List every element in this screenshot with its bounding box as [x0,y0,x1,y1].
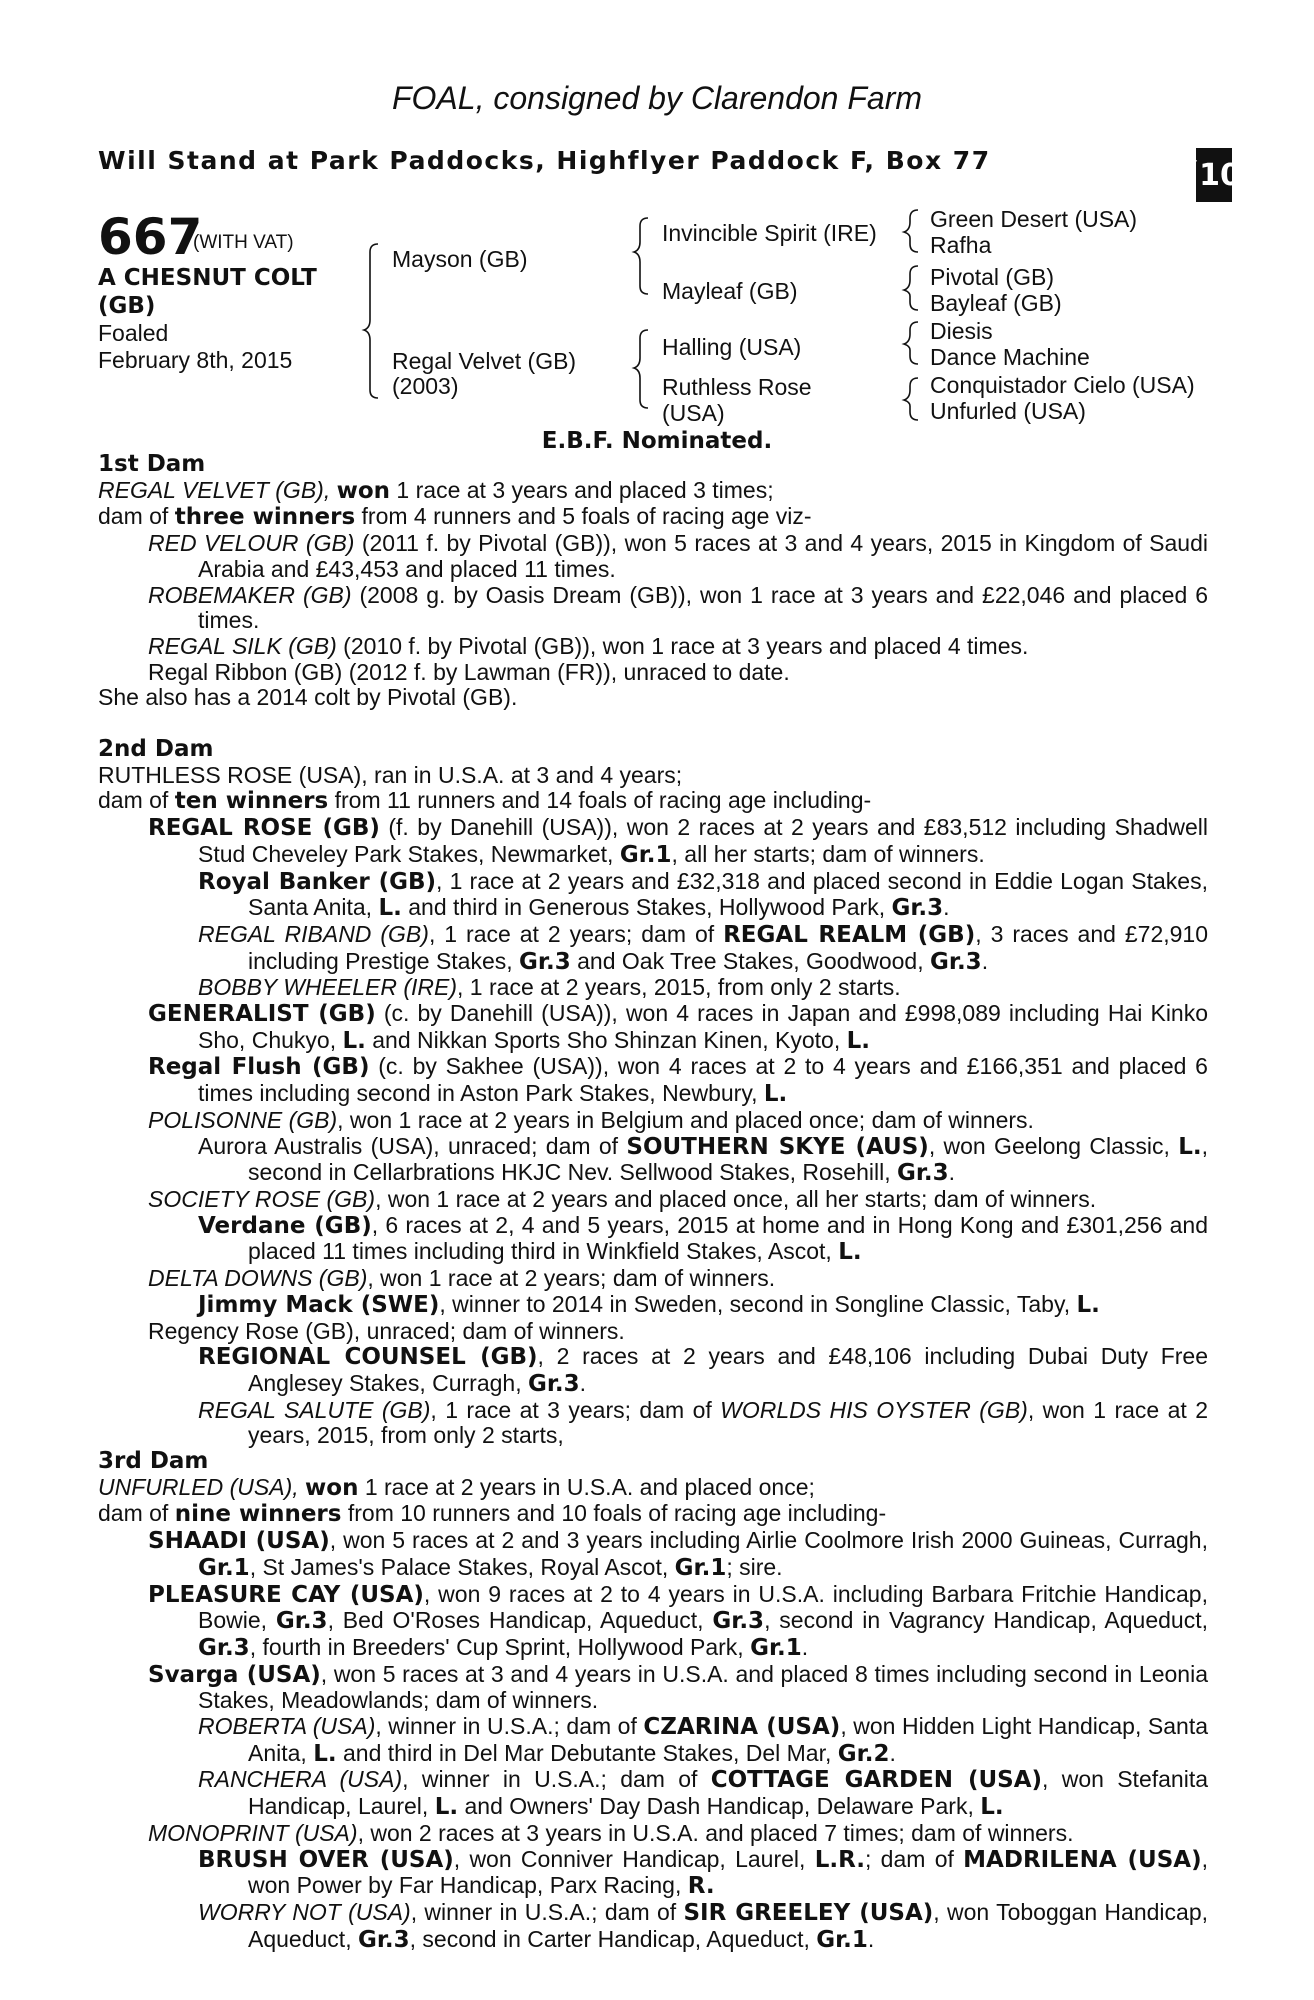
produce-entry: RANCHERA (USA), winner in U.S.A.; dam of COTTAGE GARDEN (USA), won Stefanita Handicap, Laurel, L. and Owners' Day Dash Handicap, Delaware Park, L. [198,1766,1208,1821]
second-dam-line: RUTHLESS ROSE (USA), ran in U.S.A. at 3 and 4 years; [98,761,683,788]
produce-entry: REGIONAL COUNSEL (GB), 2 races at 2 years and £48,106 including Dubai Duty Free Anglesey Stakes, Curragh, Gr.3. [198,1343,1208,1397]
produce-entry: Royal Banker (GB), 1 race at 2 years and £32,318 and placed second in Eddie Logan Stakes, Santa Anita, L. and third in Generous Stakes, Hollywood Park, Gr.3. [198,867,1208,922]
produce-entry: Jimmy Mack (SWE), winner to 2014 in Sweden, second in Songline Classic, Taby, L. [198,1290,1100,1318]
produce-entry: MONOPRINT (USA), won 2 races at 3 years in U.S.A. and placed 7 times; dam of winners. [148,1819,1074,1846]
produce-entry: Verdane (GB), 6 races at 2, 4 and 5 years, 2015 at home and in Hong Kong and £301,256 and placed 11 times including third in Winkfield Stakes, Ascot, L. [198,1211,1208,1266]
stand-location: Will Stand at Park Paddocks, Highflyer Paddock F, Box 77 [98,146,991,175]
third-dam-line: UNFURLED (USA), won 1 race at 2 years in U.S.A. and placed once; [98,1473,815,1501]
produce-entry: REGAL SILK (GB) (2010 f. by Pivotal (GB)), won 1 race at 3 years and placed 4 times. [148,632,1029,659]
pedigree-dam-dam-country: (USA) [662,400,725,426]
pedigree-dam-dam: Ruthless Rose [662,374,812,400]
pedigree-sire: Mayson (GB) [392,246,528,272]
pedigree-sire-sire: Invincible Spirit (IRE) [662,220,877,246]
first-dam-line: REGAL VELVET (GB), won 1 race at 3 years and placed 3 times; [98,476,774,504]
lot-description-line1: A CHESNUT COLT [98,265,317,291]
badge-number: 10 [1199,157,1241,193]
lot-number: 667 [98,208,203,266]
pedigree-dds: Conquistador Cielo (USA) [930,372,1195,398]
produce-entry: REGAL ROSE (GB) (f. by Danehill (USA)), won 2 races at 2 years and £83,512 including Shadwell Stud Cheveley Park Stakes, Newmarket, Gr.1, all her starts; dam of winners. [148,814,1208,868]
produce-entry: RED VELOUR (GB) (2011 f. by Pivotal (GB)), won 5 races at 3 and 4 years, 2015 in Kingdom of Saudi Arabia and £43,453 and placed 11 times. [148,530,1208,582]
page-title: FOAL, consigned by Clarendon Farm [391,80,923,116]
foaled-date: February 8th, 2015 [98,347,293,373]
pedigree-sire-dam: Mayleaf (GB) [662,278,798,304]
first-dam-heading: 1st Dam [98,451,206,477]
produce-entry: Aurora Australis (USA), unraced; dam of SOUTHERN SKYE (AUS), won Geelong Classic, L., second in Cellarbrations HKJC Nev. Sellwood Stakes, Rosehill, Gr.3. [198,1132,1208,1187]
produce-entry: DELTA DOWNS (GB), won 1 race at 2 years; dam of winners. [148,1265,776,1292]
second-dam-produce-summary: dam of ten winners from 11 runners and 14 foals of racing age including- [98,787,872,815]
third-dam-heading: 3rd Dam [98,1448,209,1475]
pedigree-dss: Diesis [930,318,993,344]
catalogue-body [98,452,1208,1953]
first-dam-produce-summary: dam of three winners from 4 runners and 5 foals of racing age viz- [98,503,812,531]
produce-entry: Regal Ribbon (GB) (2012 f. by Lawman (FR)), unraced to date. [148,658,790,685]
produce-entry: REGAL SALUTE (GB), 1 race at 3 years; dam of WORLDS HIS OYSTER (GB), won 1 race at 2 years, 2015, from only 2 starts, [198,1396,1208,1449]
produce-entry: Regency Rose (GB), unraced; dam of winners. [148,1317,625,1344]
produce-entry: WORRY NOT (USA), winner in U.S.A.; dam of SIR GREELEY (USA), won Toboggan Handicap, Aqueduct, Gr.3, second in Carter Handicap, Aqueduct, Gr.1. [198,1898,1208,1953]
produce-entry: SHAADI (USA), won 5 races at 2 and 3 years including Airlie Coolmore Irish 2000 Guineas, Curragh, Gr.1, St James's Palace Stakes, Royal Ascot, Gr.1; sire. [148,1527,1208,1581]
produce-entry: Svarga (USA), won 5 races at 3 and 4 years in U.S.A. and placed 8 times including second in Leonia Stakes, Meadowlands; dam of winners. [148,1660,1208,1714]
ebf-nominated: E.B.F. Nominated. [541,428,773,454]
produce-entry: ROBEMAKER (GB) (2008 g. by Oasis Dream (GB)), won 1 race at 3 years and £22,046 and placed 6 times. [148,581,1208,634]
produce-entry: PLEASURE CAY (USA), won 9 races at 2 to 4 years in U.S.A. including Barbara Fritchie Handicap, Bowie, Gr.3, Bed O'Roses Handicap, Aqueduct, Gr.3, second in Vagrancy Handicap, Aqueduct, Gr.3, fourth in Breeders' Cup Sprint, Hollywood Park, Gr.1. [148,1580,1208,1661]
produce-entry: POLISONNE (GB), won 1 race at 2 years in Belgium and placed once; dam of winners. [148,1106,1034,1133]
pedigree-ddd: Unfurled (USA) [930,398,1086,424]
foaled-label: Foaled [98,320,169,346]
pedigree-dam: Regal Velvet (GB) [392,348,577,374]
pedigree-dam-year: (2003) [392,373,459,399]
produce-note: She also has a 2014 colt by Pivotal (GB). [98,684,518,711]
produce-entry: BRUSH OVER (USA), won Conniver Handicap, Laurel, L.R.; dam of MADRILENA (USA), won Power by Far Handicap, Parx Racing, R. [198,1845,1208,1900]
produce-entry: GENERALIST (GB) (c. by Danehill (USA)), won 4 races in Japan and £998,089 including Hai Kinko Sho, Chukyo, L. and Nikkan Sports Sho Shinzan Kinen, Kyoto, L. [148,1000,1209,1054]
badge-plus: + [1187,153,1199,169]
produce-entry: ROBERTA (USA), winner in U.S.A.; dam of CZARINA (USA), won Hidden Light Handicap, Santa Anita, L. and third in Del Mar Debutante Stakes, Del Mar, Gr.2. [198,1713,1209,1767]
pedigree-ssd: Rafha [930,232,992,258]
pedigree-sdd: Bayleaf (GB) [930,290,1062,316]
produce-entry: Regal Flush (GB) (c. by Sakhee (USA)), won 4 races at 2 to 4 years and £166,351 and placed 6 times including second in Aston Park Stakes, Newbury, L. [148,1053,1208,1108]
pedigree-dam-sire: Halling (USA) [662,334,802,360]
second-dam-heading: 2nd Dam [98,736,214,763]
third-dam-produce-summary: dam of nine winners from 10 runners and 10 foals of racing age including- [98,1500,887,1528]
pedigree-dsd: Dance Machine [930,344,1090,370]
lot-description-line2: (GB) [98,293,156,319]
produce-entry: SOCIETY ROSE (GB), won 1 race at 2 years and placed once, all her starts; dam of winners. [148,1185,1097,1212]
lot-vat: (WITH VAT) [193,232,294,253]
pedigree-sds: Pivotal (GB) [930,264,1054,290]
produce-entry: BOBBY WHEELER (IRE), 1 race at 2 years, 2015, from only 2 starts. [198,974,901,1001]
pedigree-sss: Green Desert (USA) [930,206,1138,232]
produce-entry: REGAL RIBAND (GB), 1 race at 2 years; dam of REGAL REALM (GB), 3 races and £72,910 including Prestige Stakes, Gr.3 and Oak Tree Stakes, Goodwood, Gr.3. [198,920,1209,975]
